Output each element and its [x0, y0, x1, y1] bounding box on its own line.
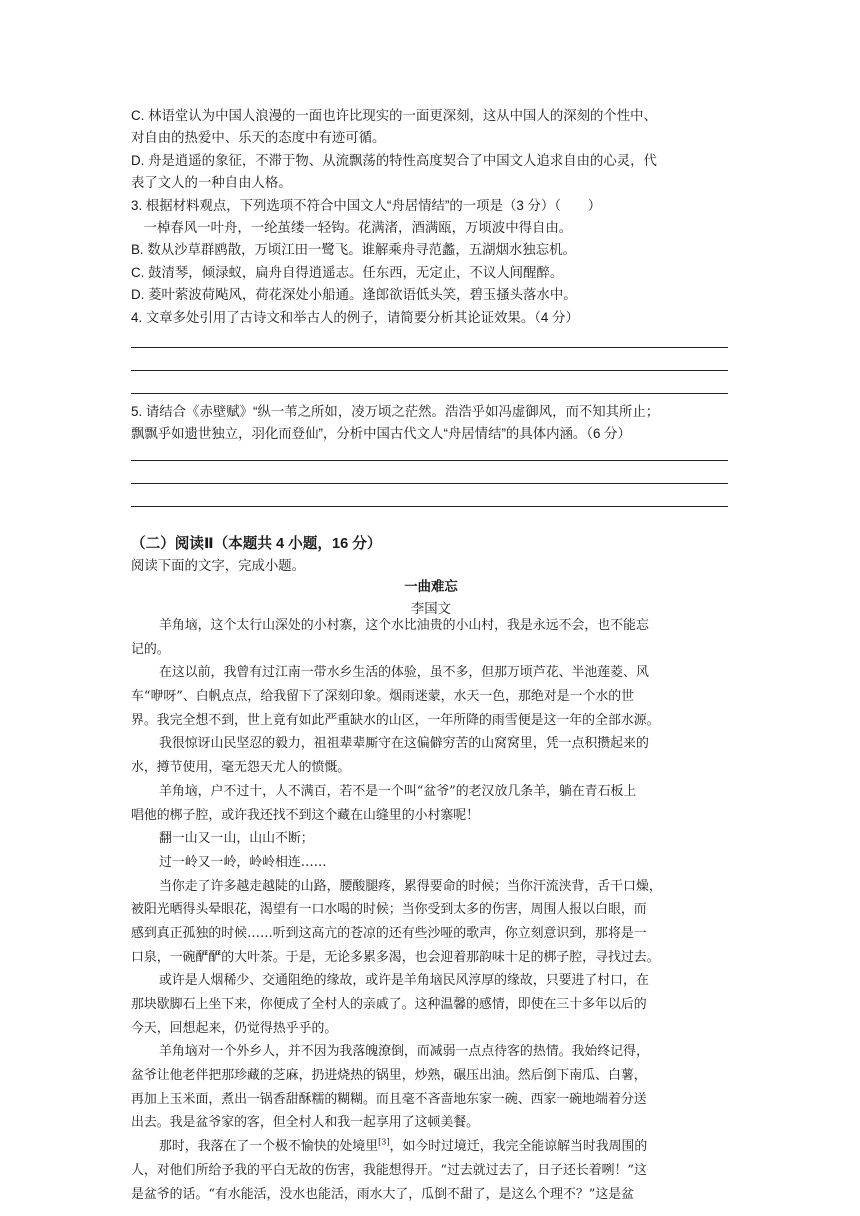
paragraph-line: 我很惊讶山民坚忍的毅力，祖祖辈辈厮守在这偏僻穷苦的山窝窝里，凭一点积攒起来的 — [159, 736, 649, 752]
question-5-line-1: 5. 请结合《赤壁赋》“纵一苇之所如，凌万顷之茫然。浩浩乎如冯虚御风，而不知其所止； — [131, 404, 660, 419]
paragraph-text: 那时，我落在了一个极不愉快的处境里 — [159, 1139, 379, 1155]
paragraph-line: 那块歇脚石上坐下来，你便成了全村人的亲戚了。这种温馨的感情，即使在三十多年以后的 — [131, 997, 647, 1012]
paragraph-line: 水，撙节使用，毫无怨天尤人的愤慨。 — [131, 760, 351, 776]
paragraph-line: 唱他的梆子腔，或许我还找不到这个藏在山缝里的小村寨呢！ — [131, 807, 480, 823]
song-line: 翻一山又一山，山山不断； — [159, 831, 314, 847]
option-c-line-1: C. 林语堂认为中国人浪漫的一面也许比现实的一面更深刻，这从中国人的深刻的个性中、 — [131, 108, 657, 123]
paragraph-line: 羊角垴对一个外乡人，并不因为我落魄潦倒，而减弱一点点待客的热情。我始终记得， — [159, 1044, 649, 1060]
essay-author: 李国文 — [410, 601, 452, 617]
q3-option-a-text: 一棹春风一叶舟，一纶茧缕一轻钩。花满渚，酒满瓯，万顷波中得自由。 — [143, 219, 573, 235]
paragraph-line: 羊角垴，这个太行山深处的小村寨，这个水比油贵的小山村，我是永远不会，也不能忘 — [159, 618, 649, 633]
option-d-line-2: 表了文人的一种自由人格。 — [131, 175, 292, 191]
question-4-stem: 4. 文章多处引用了古诗文和举古人的例子，请简要分析其论证效果。（4 分） — [131, 309, 579, 325]
q3-option-a-label: A. — [131, 219, 144, 235]
paragraph-line: 在这以前，我曾有过江南一带水乡生活的体验，虽不多，但那万顷芦花、半池莲菱、风 — [159, 665, 649, 681]
paragraph-line: 盆爷让他老伴把那珍藏的芝麻，扔进烧热的锅里，炒熟，碾压出油。然后倒下南瓜、白薯， — [131, 1068, 647, 1084]
question-block-options — [131, 105, 731, 329]
paragraph-line: 车“咿呀”、白帆点点，给我留下了深刻印象。烟雨迷蒙，水天一色，那绝对是一个水的世 — [131, 689, 635, 705]
answer-line[interactable] — [131, 393, 728, 394]
q3-option-b: B. 数从沙草群鸥散，万顷江田一鹭飞。谁解乘舟寻范蠡，五湖烟水独忘机。 — [131, 242, 576, 258]
question-3-stem: 3. 根据材料观点，下列选项不符合中国文人“舟居情结”的一项是（3 分）（ ） — [131, 197, 602, 213]
section-2-header — [131, 533, 731, 578]
paragraph-line: 羊角垴，户不过十，人不满百，若不是一个叫“盆爷”的老汉放几条羊，躺在青石板上 — [159, 783, 637, 799]
paragraph-line: 界。我完全想不到，世上竟有如此严重缺水的山区，一年所降的雨雪便是这一年的全部水源。 — [131, 712, 660, 728]
answer-line[interactable] — [131, 460, 728, 461]
q3-option-d: D. 菱叶萦波荷飐风，荷花深处小船通。逢郎欲语低头笑，碧玉搔头落水中。 — [131, 287, 577, 303]
paragraph-line-footnoted — [131, 1135, 731, 1159]
answer-line[interactable] — [131, 347, 728, 348]
paragraph-line: 出去。我是盆爷家的客，但全村人和我一起享用了这顿美餐。 — [131, 1115, 480, 1131]
paragraph-line: 人，对他们所给予我的平白无故的伤害，我能想得开。“过去就过去了，日子还长着咧！”这 — [131, 1162, 647, 1178]
q3-option-c: C. 鼓清琴，倾渌蚁，扁舟自得逍遥志。任东西，无定止，不议人间醒醉。 — [131, 264, 564, 280]
paragraph-line: 被阳光晒得头晕眼花，渴望有一口水喝的时候；当你受到太多的伤害，周围人报以白眼，而 — [131, 902, 647, 918]
paragraph-line: 感到真正孤独的时候……听到这高亢的苍凉的还有些沙哑的歌声，你立刻意识到，那将是一 — [131, 925, 647, 941]
paragraph-line: 记的。 — [131, 641, 170, 657]
question-5-line-2: 飘飘乎如遗世独立，羽化而登仙”，分析中国古代文人“舟居情结”的具体内涵。（6 分） — [131, 426, 631, 442]
answer-line[interactable] — [131, 483, 728, 484]
paragraph-line: 或许是人烟稀少、交通阻绝的缘故，或许是羊角垴民风淳厚的缘故，只要进了村口，在 — [159, 973, 649, 989]
footnote-marker[interactable]: [3] — [378, 1137, 390, 1147]
paragraph-line: 是盆爷的话。“有水能活，没水也能活，雨水大了，瓜倒不甜了，是这么个理不？”这是盆 — [131, 1186, 635, 1202]
paragraph-line: 口泉，一碗酽酽的大叶茶。于是，无论多累多渴，也会迎着那韵味十足的梆子腔，寻找过去。 — [131, 949, 660, 965]
paragraph-text: ，如今时过境迁，我完全能谅解当时我周围的 — [389, 1139, 648, 1155]
paragraph-line: 当你走了许多越走越陡的山路，腰酸腿疼，累得要命的时候；当你汗流浃背，舌干口燥， — [159, 878, 662, 894]
question-5-block — [131, 401, 731, 446]
essay-body — [131, 614, 731, 1206]
q3-option-a — [131, 217, 731, 239]
essay-title: 一曲难忘 — [404, 579, 458, 594]
answer-line[interactable] — [131, 370, 728, 371]
section-instruction: 阅读下面的文字，完成小题。 — [131, 558, 306, 574]
option-c-line-2: 对自由的热爱中、乐天的态度中有迹可循。 — [131, 130, 386, 146]
song-line: 过一岭又一岭，岭岭相连…… — [159, 854, 327, 870]
answer-line[interactable] — [131, 506, 728, 507]
paragraph-line: 今天，回想起来，仍觉得热乎乎的。 — [131, 1020, 338, 1036]
section-heading: （二）阅读Ⅱ（本题共 4 小题，16 分） — [131, 536, 382, 552]
option-d-line-1: D. 舟是逍遥的象征，不滞于物、从流飘荡的特性高度契合了中国文人追求自由的心灵，代 — [131, 152, 657, 168]
paragraph-line: 再加上玉米面，煮出一锅香甜酥糯的糊糊。而且毫不吝啬地东家一碗、西家一碗地端着分送 — [131, 1091, 647, 1107]
